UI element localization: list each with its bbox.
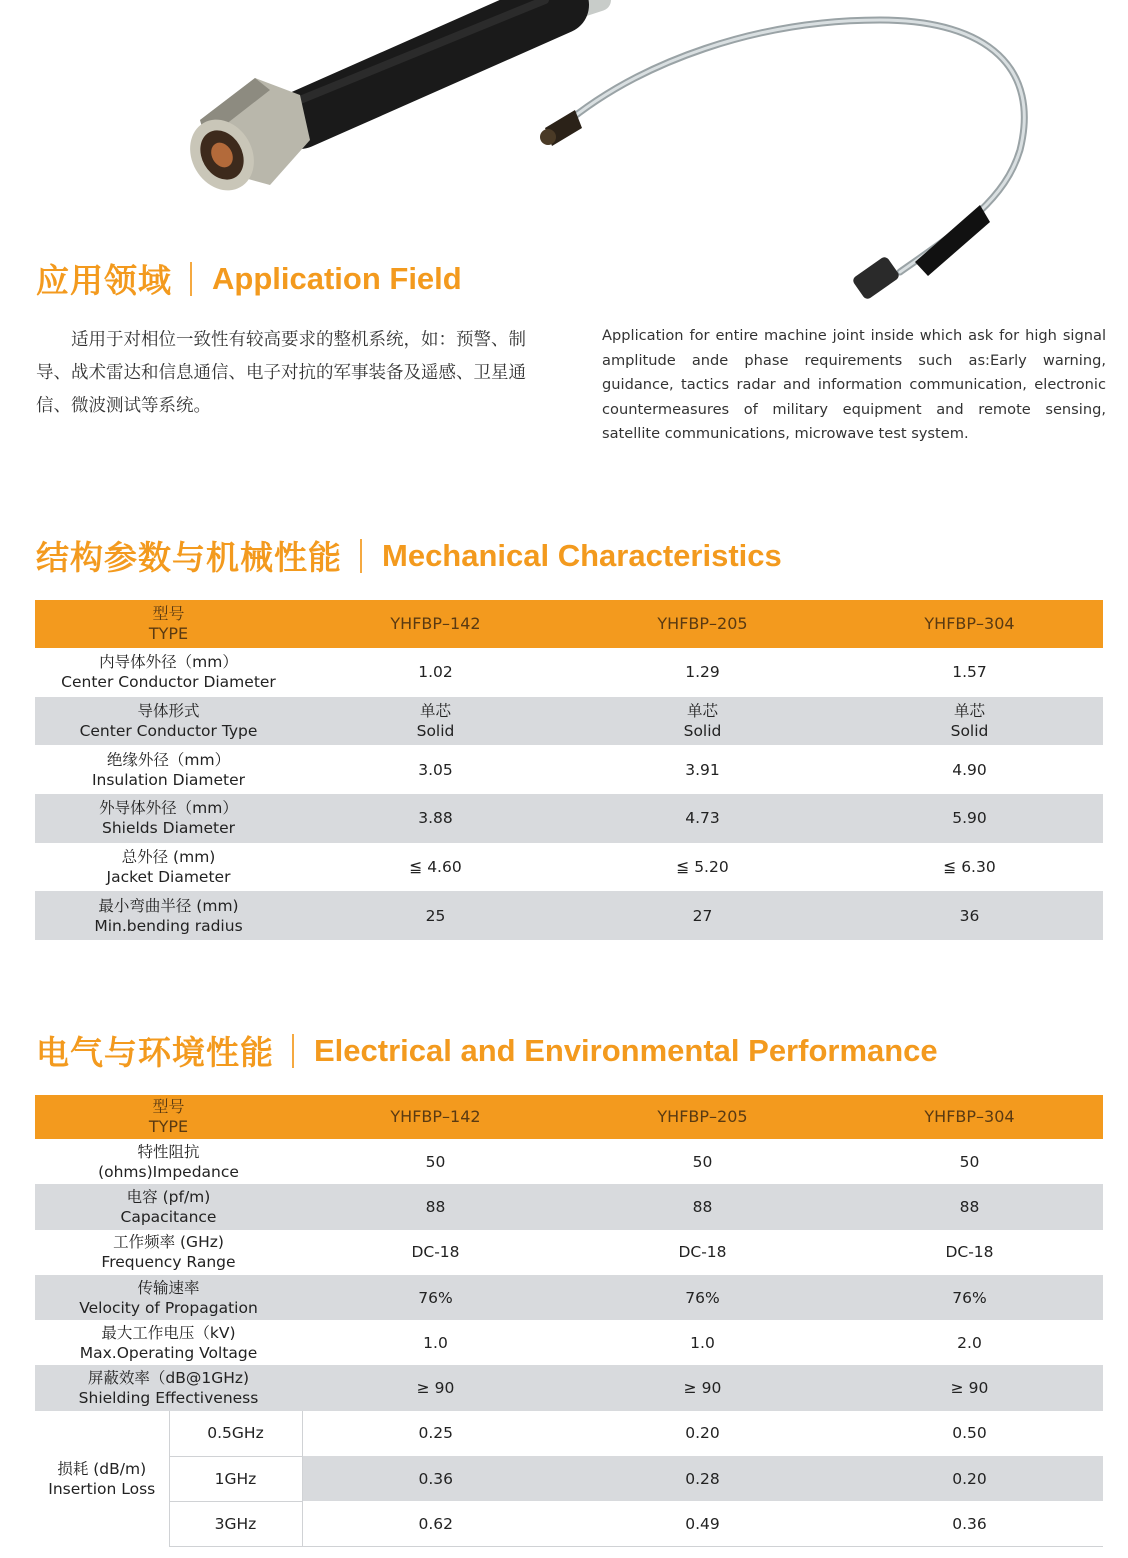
table-cell: 0.50 xyxy=(952,1424,987,1443)
loss-frequency: 1GHz xyxy=(169,1456,302,1501)
table-cell: 88 xyxy=(569,1184,836,1229)
row-label: 最小弯曲半径 (mm) Min.bending radius xyxy=(35,891,302,940)
mechanical-section-title xyxy=(36,532,782,579)
model-header-cell: YHFBP–205 xyxy=(569,1095,836,1139)
application-title-cn: 应用领域 xyxy=(36,261,172,300)
model-header-cell: YHFBP–205 xyxy=(569,600,836,648)
table-row xyxy=(35,1501,1103,1546)
n-type-connector xyxy=(178,78,310,202)
table-cell: 50 xyxy=(692,1152,713,1171)
table-cell: 1.0 xyxy=(423,1333,448,1352)
mechanical-title-cn: 结构参数与机械性能 xyxy=(36,538,342,577)
row-label: 电容 (pf/m) Capacitance xyxy=(35,1184,302,1229)
table-cell: ≥ 90 xyxy=(569,1365,836,1410)
table-cell: ≥ 90 xyxy=(302,1365,569,1410)
table-cell: ≥ 90 xyxy=(836,1365,1103,1410)
table-cell: 1.0 xyxy=(690,1333,715,1352)
table-row xyxy=(35,1456,1103,1501)
table-cell: 1.57 xyxy=(952,663,987,682)
model-header-cell: YHFBP–304 xyxy=(836,1095,1103,1139)
mechanical-characteristics-table xyxy=(35,600,1103,940)
table-cell: 25 xyxy=(302,891,569,940)
type-header-cell: 型号 TYPE xyxy=(35,1095,302,1139)
table-cell: 1.29 xyxy=(685,663,720,682)
electrical-title-en: Electrical and Environmental Performance xyxy=(314,1032,938,1068)
table-cell: 0.20 xyxy=(836,1456,1103,1501)
table-cell: 0.20 xyxy=(685,1424,720,1443)
table-cell: 0.25 xyxy=(418,1424,453,1443)
type-header-cell: 型号 TYPE xyxy=(35,600,302,648)
table-cell: DC-18 xyxy=(945,1243,994,1262)
loss-frequency: 3GHz xyxy=(169,1501,302,1546)
table-cell: 单芯 Solid xyxy=(302,697,569,746)
model-header-cell: YHFBP–142 xyxy=(302,1095,569,1139)
small-connector-left xyxy=(540,110,582,146)
table-cell: DC-18 xyxy=(411,1243,460,1262)
row-label: 传输速率 Velocity of Propagation xyxy=(35,1275,302,1320)
table-row xyxy=(35,1139,1103,1184)
table-cell: 0.28 xyxy=(569,1456,836,1501)
table-cell: 单芯 Solid xyxy=(836,697,1103,746)
table-cell: 3.91 xyxy=(685,760,720,779)
table-row xyxy=(35,1411,1103,1456)
table-cell: 4.90 xyxy=(952,760,987,779)
table-cell: 5.90 xyxy=(836,794,1103,843)
table-row xyxy=(35,794,1103,843)
table-cell: 76% xyxy=(836,1275,1103,1320)
application-text-en: Application for entire machine joint inside which ask for high signal amplitude ande phase requirements such as:Early warning, guidance, tactics radar and information communication, electronic countermeasures of military equipment and remote sensing, satellite communications, microwave test system. xyxy=(602,327,1106,442)
table-row xyxy=(35,1184,1103,1229)
table-cell: 1.02 xyxy=(418,663,453,682)
table-row xyxy=(35,648,1103,697)
loss-frequency: 0.5GHz xyxy=(169,1411,302,1456)
application-title-en: Application Field xyxy=(212,260,462,296)
table-row xyxy=(35,843,1103,892)
table-header-row xyxy=(35,1095,1103,1139)
title-divider xyxy=(292,1034,294,1068)
row-label: 特性阻抗 (ohms)Impedance xyxy=(98,1142,239,1181)
small-connector-right xyxy=(851,205,990,301)
row-label: 总外径 (mm) Jacket Diameter xyxy=(106,848,231,887)
row-label: 内导体外径（mm） Center Conductor Diameter xyxy=(61,653,276,692)
table-row xyxy=(35,1275,1103,1320)
mechanical-title-en: Mechanical Characteristics xyxy=(382,537,782,573)
table-cell: 36 xyxy=(836,891,1103,940)
row-label: 导体形式 Center Conductor Type xyxy=(35,697,302,746)
table-cell: 2.0 xyxy=(957,1333,982,1352)
row-label: 工作频率 (GHz) Frequency Range xyxy=(101,1233,236,1272)
row-label: 绝缘外径（mm） Insulation Diameter xyxy=(91,750,246,789)
table-cell: 4.73 xyxy=(569,794,836,843)
model-header-cell: YHFBP–142 xyxy=(302,600,569,648)
electrical-section-title xyxy=(36,1027,938,1074)
table-row xyxy=(35,697,1103,746)
table-cell: 50 xyxy=(425,1152,446,1171)
title-divider xyxy=(360,539,362,573)
table-row xyxy=(35,1230,1103,1275)
table-cell: 50 xyxy=(959,1152,980,1171)
model-header-cell: YHFBP–304 xyxy=(836,600,1103,648)
table-cell: 3.88 xyxy=(302,794,569,843)
insertion-loss-label: 损耗 (dB/m) Insertion Loss xyxy=(35,1411,169,1547)
electrical-performance-table xyxy=(35,1095,1103,1547)
table-cell: 27 xyxy=(569,891,836,940)
table-cell: 76% xyxy=(569,1275,836,1320)
table-cell: 0.49 xyxy=(569,1501,836,1546)
table-cell: DC-18 xyxy=(678,1243,727,1262)
table-cell: 0.36 xyxy=(836,1501,1103,1546)
table-cell: 3.05 xyxy=(418,760,453,779)
table-header-row xyxy=(35,600,1103,648)
row-label: 屏蔽效率（dB@1GHz) Shielding Effectiveness xyxy=(35,1365,302,1410)
title-divider xyxy=(190,262,192,296)
application-section-title xyxy=(36,255,462,302)
table-cell: ≦ 6.30 xyxy=(943,858,996,877)
table-cell: 0.36 xyxy=(302,1456,569,1501)
table-cell: 0.62 xyxy=(302,1501,569,1546)
table-cell: ≦ 4.60 xyxy=(409,858,462,877)
row-label: 外导体外径（mm） Shields Diameter xyxy=(35,794,302,843)
table-row xyxy=(35,745,1103,794)
table-cell: 单芯 Solid xyxy=(569,697,836,746)
table-row xyxy=(35,891,1103,940)
table-cell: ≦ 5.20 xyxy=(676,858,729,877)
table-row xyxy=(35,1320,1103,1365)
row-label: 最大工作电压（kV) Max.Operating Voltage xyxy=(79,1323,258,1362)
table-cell: 88 xyxy=(302,1184,569,1229)
electrical-title-cn: 电气与环境性能 xyxy=(36,1033,274,1072)
table-cell: 88 xyxy=(836,1184,1103,1229)
table-row xyxy=(35,1365,1103,1410)
application-text-cn: 适用于对相位一致性有较高要求的整机系统，如：预警、制导、战术雷达和信息通信、电子对抗的军事装备及遥感、卫星通信、微波测试等系统。 xyxy=(36,330,526,416)
table-cell: 76% xyxy=(302,1275,569,1320)
